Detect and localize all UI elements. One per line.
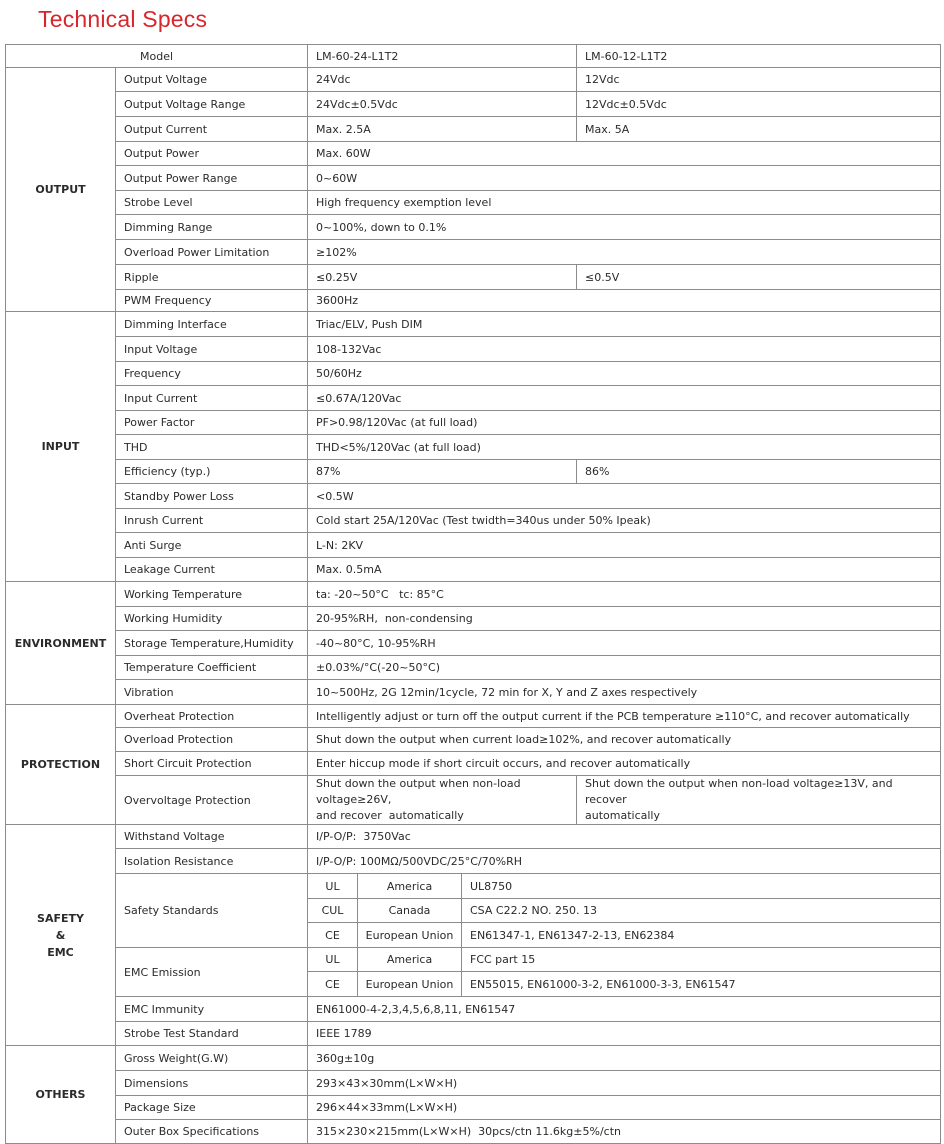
cert-standard: EN61347-1, EN61347-2-13, EN62384 bbox=[462, 923, 941, 948]
spec-value: 50/60Hz bbox=[308, 362, 941, 386]
spec-label: Output Power bbox=[116, 142, 308, 166]
table-row bbox=[6, 997, 941, 1022]
table-row bbox=[6, 191, 941, 215]
table-row bbox=[6, 117, 941, 142]
spec-label: EMC Immunity bbox=[116, 997, 308, 1022]
spec-value: 293×43×30mm(L×W×H) bbox=[308, 1071, 941, 1096]
cert-standard: CSA C22.2 NO. 250. 13 bbox=[462, 899, 941, 923]
cert-mark: CUL bbox=[308, 899, 358, 923]
spec-label: Efficiency (typ.) bbox=[116, 460, 308, 484]
spec-value: Max. 60W bbox=[308, 142, 941, 166]
table-row bbox=[6, 411, 941, 435]
spec-label: Gross Weight(G.W) bbox=[116, 1046, 308, 1071]
table-row bbox=[6, 607, 941, 631]
table-row bbox=[6, 265, 941, 290]
cert-region: European Union bbox=[358, 972, 462, 997]
spec-label: Package Size bbox=[116, 1096, 308, 1120]
spec-label: Dimming Range bbox=[116, 215, 308, 240]
overvoltage-a-line2: and recover automatically bbox=[316, 809, 464, 822]
table-row bbox=[6, 849, 941, 874]
cert-region: Canada bbox=[358, 899, 462, 923]
spec-label: Output Current bbox=[116, 117, 308, 142]
spec-value-b: 12Vdc±0.5Vdc bbox=[577, 92, 941, 117]
spec-value-b: ≤0.5V bbox=[577, 265, 941, 290]
spec-value: <0.5W bbox=[308, 484, 941, 509]
spec-label: Input Voltage bbox=[116, 337, 308, 362]
spec-value: 20-95%RH, non-condensing bbox=[308, 607, 941, 631]
table-row bbox=[6, 1071, 941, 1096]
table-row bbox=[6, 1120, 941, 1144]
spec-value: 296×44×33mm(L×W×H) bbox=[308, 1096, 941, 1120]
cert-mark: UL bbox=[308, 874, 358, 899]
spec-value: ta: -20~50°C tc: 85°C bbox=[308, 582, 941, 607]
spec-value: High frequency exemption level bbox=[308, 191, 941, 215]
spec-label: Isolation Resistance bbox=[116, 849, 308, 874]
spec-value-a: ≤0.25V bbox=[308, 265, 577, 290]
table-row bbox=[6, 874, 941, 899]
category-environment: ENVIRONMENT bbox=[6, 582, 116, 705]
table-row bbox=[6, 240, 941, 265]
spec-label: Overvoltage Protection bbox=[116, 776, 308, 825]
spec-value-a: 24Vdc±0.5Vdc bbox=[308, 92, 577, 117]
spec-value-b: Max. 5A bbox=[577, 117, 941, 142]
spec-label: Vibration bbox=[116, 680, 308, 705]
cert-standard: UL8750 bbox=[462, 874, 941, 899]
spec-label: Temperature Coefficient bbox=[116, 656, 308, 680]
spec-value: 315×230×215mm(L×W×H) 30pcs/ctn 11.6kg±5%/ctn bbox=[308, 1120, 941, 1144]
table-row bbox=[6, 362, 941, 386]
spec-value: -40~80°C, 10-95%RH bbox=[308, 631, 941, 656]
table-row bbox=[6, 825, 941, 849]
spec-label: Inrush Current bbox=[116, 509, 308, 533]
spec-value-a bbox=[308, 776, 577, 825]
table-row bbox=[6, 656, 941, 680]
spec-value-a: 24Vdc bbox=[308, 68, 577, 92]
spec-label: Anti Surge bbox=[116, 533, 308, 558]
spec-label: Frequency bbox=[116, 362, 308, 386]
spec-label: Storage Temperature,Humidity bbox=[116, 631, 308, 656]
table-row bbox=[6, 142, 941, 166]
spec-value-a: 87% bbox=[308, 460, 577, 484]
table-row bbox=[6, 728, 941, 752]
cert-region: European Union bbox=[358, 923, 462, 948]
table-row bbox=[6, 582, 941, 607]
spec-value: ≤0.67A/120Vac bbox=[308, 386, 941, 411]
spec-value: 0~60W bbox=[308, 166, 941, 191]
spec-value: IEEE 1789 bbox=[308, 1022, 941, 1046]
category-safety-line2: & bbox=[55, 928, 66, 942]
spec-value: Intelligently adjust or turn off the output current if the PCB temperature ≥110°C, and recover automatically bbox=[308, 705, 941, 728]
spec-label: Power Factor bbox=[116, 411, 308, 435]
model-b-header: LM-60-12-L1T2 bbox=[577, 45, 941, 68]
spec-value: Cold start 25A/120Vac (Test twidth=340us under 50% Ipeak) bbox=[308, 509, 941, 533]
spec-label: Output Voltage bbox=[116, 68, 308, 92]
table-header-row bbox=[6, 45, 941, 68]
table-row bbox=[6, 631, 941, 656]
spec-label: Strobe Test Standard bbox=[116, 1022, 308, 1046]
table-row bbox=[6, 386, 941, 411]
spec-label: Standby Power Loss bbox=[116, 484, 308, 509]
overvoltage-b-line2: automatically bbox=[585, 809, 660, 822]
spec-label: Working Temperature bbox=[116, 582, 308, 607]
spec-label: Leakage Current bbox=[116, 558, 308, 582]
overvoltage-b-line1: Shut down the output when non-load voltage≥13V, and recover bbox=[585, 777, 893, 806]
cert-region: America bbox=[358, 874, 462, 899]
spec-value-b: 12Vdc bbox=[577, 68, 941, 92]
spec-label: EMC Emission bbox=[116, 948, 308, 997]
spec-value: L-N: 2KV bbox=[308, 533, 941, 558]
spec-label: Overheat Protection bbox=[116, 705, 308, 728]
spec-value: PF>0.98/120Vac (at full load) bbox=[308, 411, 941, 435]
spec-label: Overload Protection bbox=[116, 728, 308, 752]
category-safety-line1: SAFETY bbox=[37, 911, 84, 925]
spec-value: 3600Hz bbox=[308, 290, 941, 312]
spec-label: Overload Power Limitation bbox=[116, 240, 308, 265]
spec-label: PWM Frequency bbox=[116, 290, 308, 312]
cert-region: America bbox=[358, 948, 462, 972]
spec-label: Strobe Level bbox=[116, 191, 308, 215]
spec-value: 0~100%, down to 0.1% bbox=[308, 215, 941, 240]
table-row bbox=[6, 558, 941, 582]
spec-value-a: Max. 2.5A bbox=[308, 117, 577, 142]
table-row bbox=[6, 337, 941, 362]
table-row bbox=[6, 484, 941, 509]
spec-value: ≥102% bbox=[308, 240, 941, 265]
table-row bbox=[6, 948, 941, 972]
table-row bbox=[6, 533, 941, 558]
overvoltage-a-line1: Shut down the output when non-load voltage≥26V, bbox=[316, 777, 521, 806]
table-row bbox=[6, 68, 941, 92]
table-row bbox=[6, 92, 941, 117]
spec-label: THD bbox=[116, 435, 308, 460]
table-row bbox=[6, 509, 941, 533]
cert-standard: EN55015, EN61000-3-2, EN61000-3-3, EN61547 bbox=[462, 972, 941, 997]
spec-value: 108-132Vac bbox=[308, 337, 941, 362]
category-input: INPUT bbox=[6, 312, 116, 582]
spec-label: Output Voltage Range bbox=[116, 92, 308, 117]
spec-label: Ripple bbox=[116, 265, 308, 290]
spec-label: Safety Standards bbox=[116, 874, 308, 948]
table-row bbox=[6, 705, 941, 728]
table-row bbox=[6, 680, 941, 705]
table-row bbox=[6, 215, 941, 240]
spec-label: Outer Box Specifications bbox=[116, 1120, 308, 1144]
category-safety-line3: EMC bbox=[47, 945, 74, 959]
spec-value: Shut down the output when current load≥102%, and recover automatically bbox=[308, 728, 941, 752]
model-header: Model bbox=[6, 45, 308, 68]
spec-label: Dimming Interface bbox=[116, 312, 308, 337]
table-row bbox=[6, 1022, 941, 1046]
spec-label: Working Humidity bbox=[116, 607, 308, 631]
category-safety-emc bbox=[6, 825, 116, 1046]
table-row bbox=[6, 1096, 941, 1120]
table-row bbox=[6, 435, 941, 460]
spec-label: Withstand Voltage bbox=[116, 825, 308, 849]
table-row bbox=[6, 166, 941, 191]
spec-value-b bbox=[577, 776, 941, 825]
table-row bbox=[6, 752, 941, 776]
spec-value: 10~500Hz, 2G 12min/1cycle, 72 min for X, Y and Z axes respectively bbox=[308, 680, 941, 705]
table-row bbox=[6, 1046, 941, 1071]
spec-value: EN61000-4-2,3,4,5,6,8,11, EN61547 bbox=[308, 997, 941, 1022]
cert-mark: CE bbox=[308, 923, 358, 948]
category-protection: PROTECTION bbox=[6, 705, 116, 825]
cert-mark: CE bbox=[308, 972, 358, 997]
spec-value: 360g±10g bbox=[308, 1046, 941, 1071]
spec-label: Short Circuit Protection bbox=[116, 752, 308, 776]
spec-value: Enter hiccup mode if short circuit occurs, and recover automatically bbox=[308, 752, 941, 776]
spec-value-b: 86% bbox=[577, 460, 941, 484]
spec-value: I/P-O/P: 3750Vac bbox=[308, 825, 941, 849]
table-row bbox=[6, 460, 941, 484]
spec-value: I/P-O/P: 100MΩ/500VDC/25°C/70%RH bbox=[308, 849, 941, 874]
spec-value: Triac/ELV, Push DIM bbox=[308, 312, 941, 337]
spec-table bbox=[5, 44, 941, 1144]
spec-value: ±0.03%/°C(-20~50°C) bbox=[308, 656, 941, 680]
category-others: OTHERS bbox=[6, 1046, 116, 1144]
spec-label: Dimensions bbox=[116, 1071, 308, 1096]
model-a-header: LM-60-24-L1T2 bbox=[308, 45, 577, 68]
cert-standard: FCC part 15 bbox=[462, 948, 941, 972]
spec-value: THD<5%/120Vac (at full load) bbox=[308, 435, 941, 460]
spec-label: Output Power Range bbox=[116, 166, 308, 191]
spec-label: Input Current bbox=[116, 386, 308, 411]
table-row bbox=[6, 776, 941, 825]
category-output: OUTPUT bbox=[6, 68, 116, 312]
spec-value: Max. 0.5mA bbox=[308, 558, 941, 582]
table-row bbox=[6, 312, 941, 337]
table-row bbox=[6, 290, 941, 312]
page-title: Technical Specs bbox=[38, 6, 208, 32]
cert-mark: UL bbox=[308, 948, 358, 972]
